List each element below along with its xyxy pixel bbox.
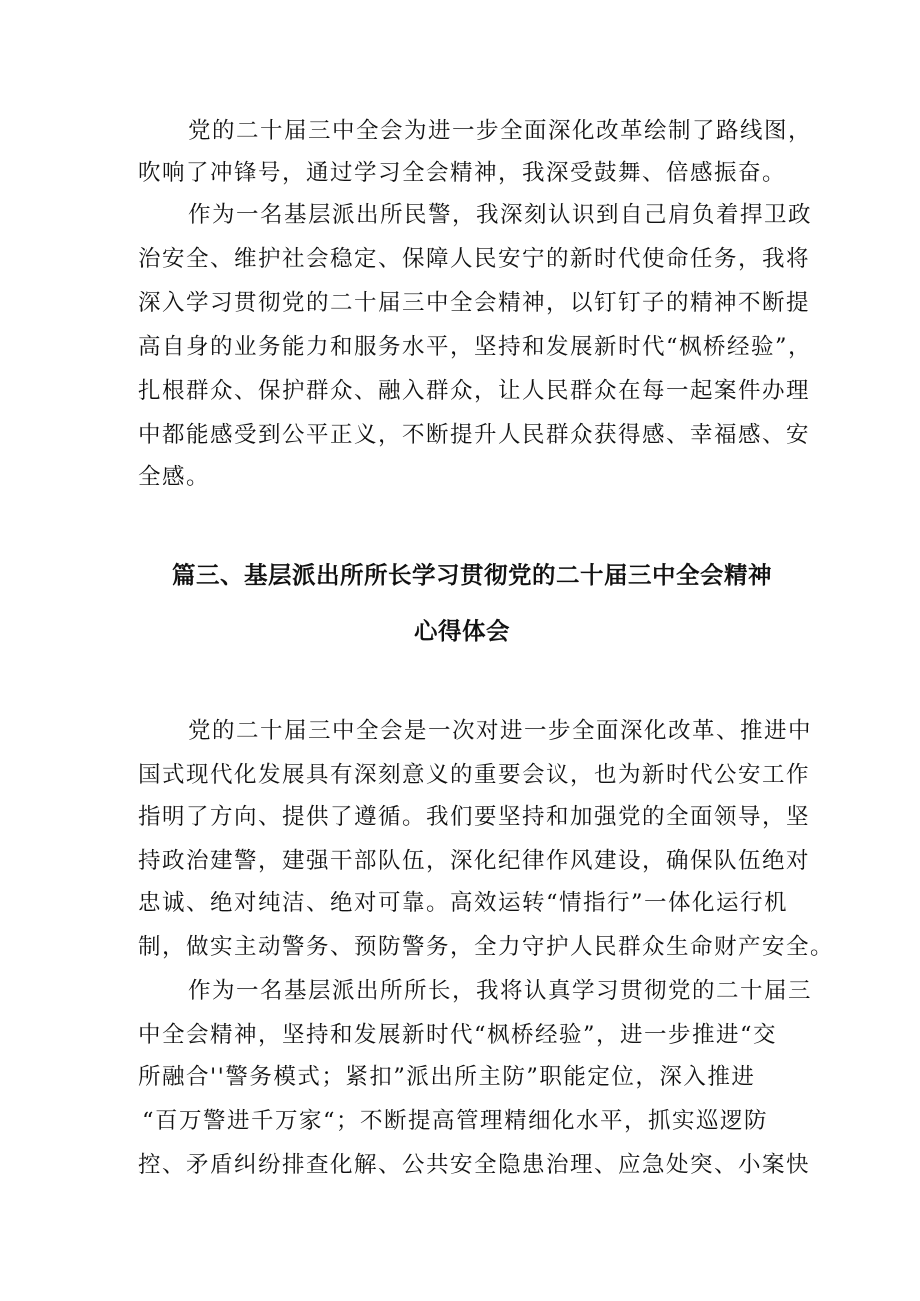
paragraph-line: 全感。 [138,464,211,490]
paragraph-line: 所融合''警务模式；紧扣”派出所主防”职能定位，深入推进 [138,1064,756,1090]
section-heading-subtitle: 心得体会 [414,617,510,645]
paragraph-line: 扎根群众、保护群众、融入群众，让人民群众在每一起案件办理 [138,378,811,404]
paragraph-line: 持政治建警，建强干部队伍，深化纪律作风建设，确保队伍绝对 [138,848,811,874]
paragraph-line: 国式现代化发展具有深刻意义的重要会议，也为新时代公安工作 [138,762,811,788]
paragraph-line: 党的二十届三中全会为进一步全面深化改革绘制了路线图， [188,118,813,144]
paragraph-line: 控、矛盾纠纷排查化解、公共安全隐患治理、应急处突、小案快 [138,1152,811,1178]
paragraph-line: 党的二十届三中全会是一次对进一步全面深化改革、推进中 [188,718,813,744]
section-heading: 篇三、基层派出所所长学习贯彻党的二十届三中全会精神 [172,561,772,589]
paragraph-line: 治安全、维护社会稳定、保障人民安宁的新时代使命任务，我将 [138,246,811,272]
paragraph-line: 中全会精神，坚持和发展新时代“枫桥经验”，进一步推进“交 [138,1022,778,1048]
paragraph-line: 吹响了冲锋号，通过学习全会精神，我深受鼓舞、倍感振奋。 [138,160,787,186]
paragraph-line: 中都能感受到公平正义，不断提升人民群众获得感、幸福感、安 [138,422,811,448]
paragraph-line: “百万警进千万家“；不断提高管理精细化水平，抓实巡逻防 [142,1108,769,1134]
paragraph-line: 忠诚、绝对纯洁、绝对可靠。高效运转“情指行”一体化运行机 [138,890,789,916]
paragraph-line: 制，做实主动警务、预防警务，全力守护人民群众生命财产安全。 [138,934,835,960]
paragraph-line: 指明了方向、提供了遵循。我们要坚持和加强党的全面领导，坚 [138,804,811,830]
paragraph-line: 高自身的业务能力和服务水平，坚持和发展新时代“枫桥经验”， [138,334,813,360]
paragraph-line: 作为一名基层派出所民警，我深刻认识到自己肩负着捍卫政 [188,202,813,228]
paragraph-line: 作为一名基层派出所所长，我将认真学习贯彻党的二十届三 [188,978,813,1004]
paragraph-line: 深入学习贯彻党的二十届三中全会精神，以钉钉子的精神不断提 [138,290,811,316]
